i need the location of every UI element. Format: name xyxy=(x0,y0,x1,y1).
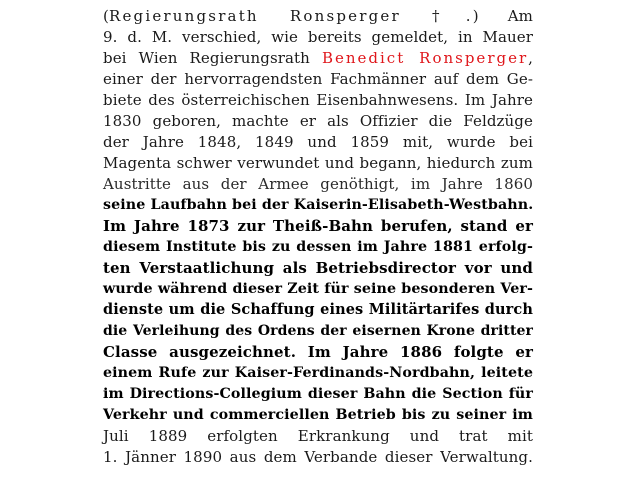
text-line-1: (Regierungsrath Ronsperger †.) Am xyxy=(103,7,533,25)
text-line-12: diesem Institute bis zu dessen im Jahre 1881 erfolg- xyxy=(103,239,533,255)
text-line-4: einer der hervorragendsten Fachmänner auf dem Ge- xyxy=(103,70,533,88)
text-line-8: Magenta schwer verwundet und begann, hiedurch zum xyxy=(103,154,533,172)
text-line-5: biete des österreichischen Eisenbahnwesens. Im Jahre xyxy=(103,91,533,109)
text-line-22: 1. Jänner 1890 aus dem Verbande dieser Verwaltung. xyxy=(103,448,533,466)
text-line-7: der Jahre 1848, 1849 und 1859 mit, wurde bei xyxy=(103,133,533,151)
text-line-15: dienste um die Schaffung eines Militärtarifes durch xyxy=(103,301,533,318)
text-line-9: Austritte aus der Armee genöthigt, im Jahre 1860 xyxy=(103,175,533,193)
text-line-14: wurde während dieser Zeit für seine besonderen Ver- xyxy=(103,281,533,297)
text-line-18: einem Rufe zur Kaiser-Ferdinands-Nordbahn, leitete xyxy=(103,365,533,381)
text-line-2: 9. d. M. verschied, wie bereits gemeldet, in Mauer xyxy=(103,28,533,46)
newspaper-clipping xyxy=(103,6,533,476)
text-line-11: Im Jahre 1873 zur Theiß-Bahn berufen, stand er xyxy=(103,217,533,235)
obituary-heading: Regierungsrath Ronsperger †. xyxy=(108,7,473,25)
text-line-19: im Directions-Collegium dieser Bahn die Section für xyxy=(103,386,533,402)
text-line-16: die Verleihung des Ordens der eisernen Krone dritter xyxy=(103,323,533,339)
text-line-3: bei Wien Regierungsrath Benedict Ronsperger, xyxy=(103,49,534,67)
text-line-21: Juli 1889 erfolgten Erkrankung und trat mit xyxy=(103,427,533,445)
text-line-17: Classe ausgezeichnet. Im Jahre 1886 folgte er xyxy=(103,343,533,361)
highlighted-name: Benedict Ronsperger xyxy=(321,49,529,67)
text-line-13: ten Verstaatlichung als Betriebsdirector vor und xyxy=(103,259,533,277)
text-line-20: Verkehr und commerciellen Betrieb bis zu seiner im xyxy=(103,407,533,423)
text-line-10: seine Laufbahn bei der Kaiserin-Elisabeth-Westbahn. xyxy=(103,197,534,213)
text-line-6: 1830 geboren, machte er als Offizier die Feldzüge xyxy=(103,112,533,130)
